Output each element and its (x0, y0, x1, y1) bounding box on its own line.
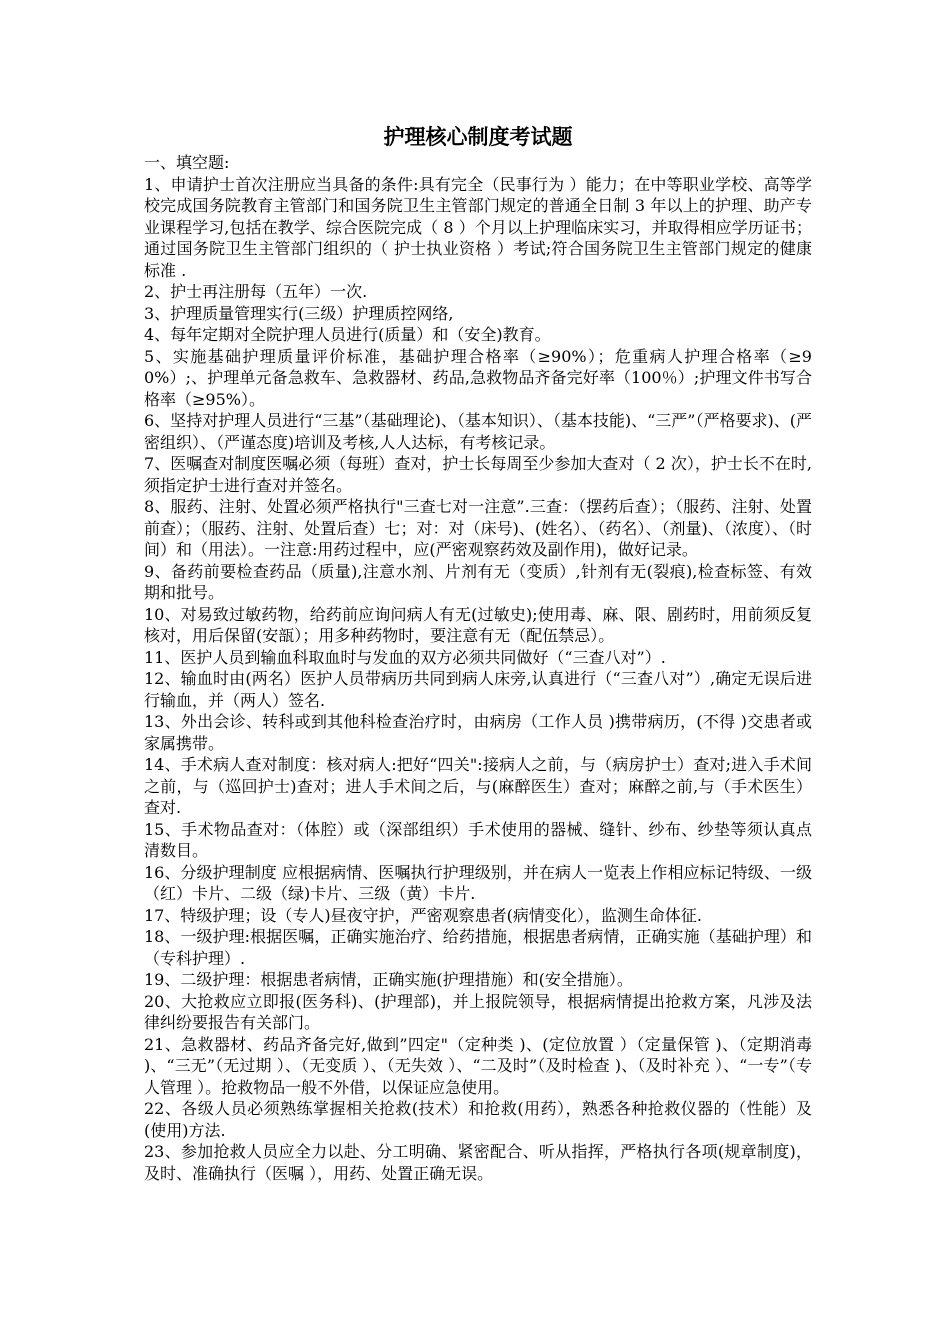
question-item-13: 13、外出会诊、转科或到其他科检查治疗时，由病房（工作人员 )携带病历，(不得 )交患者或家属携带。 (144, 712, 812, 753)
question-item-14: 14、手术病人查对制度：核对病人:把好“四关":接病人之前，与（病房护士）查对;进入手术间之前，与（巡回护士)查对；进人手术间之后，与(麻醉医生）查对；麻醉之前,与（手术医生）查对. (144, 755, 812, 817)
question-item-1: 1、申请护士首次注册应当具备的条件:具有完全（民事行为 ）能力；在中等职业学校、高等学校完成国务院教育主管部门和国务院卫生主管部门规定的普通全日制 3 年以上的护理、助产专业课程学习,包括在教学、综合医院完成（ 8 ）个月以上护理临床实习，并取得相应学历证书；通过国务院卫生主管部门组织的（ 护士执业资格 ）考试;符合国务院卫生主管部门规定的健康标准 . (144, 174, 812, 280)
question-item-2: 2、护士再注册每（五年）一次. (144, 282, 368, 301)
question-item-8: 8、服药、注射、处置必须严格执行"三查七对一注意”.三查：（摆药后查）；（服药、注射、处置前查）；（服药、注射、处置后查）七；对：对（床号)、(姓名）、（药名）、（剂量)、（浓度）、（时间）和（用法）。一注意:用药过程中，应(严密观察药效及副作用)，做好记录。 (144, 497, 812, 559)
question-item-16: 16、分级护理制度 应根据病情、医嘱执行护理级别，并在病人一览表上作相应标记特级、一级（红）卡片、二级（绿)卡片、三级（黄）卡片. (144, 862, 812, 903)
question-item-18: 18、一级护理:根据医嘱，正确实施治疗、给药措施，根据患者病情，正确实施（基础护理）和（专科护理）. (144, 927, 812, 968)
question-item-15: 15、手术物品查对：（体腔）或（深部组织）手术使用的器械、缝针、纱布、纱垫等须认真点清数目。 (144, 819, 812, 860)
section-heading: 一、填空题: (144, 153, 230, 172)
document-title: 护理核心制度考试题 (383, 125, 573, 149)
question-item-4: 4、每年定期对全院护理人员进行(质量）和（安全)教育。 (144, 325, 551, 344)
question-item-5: 5、实施基础护理质量评价标准，基础护理合格率（≥90%）；危重病人护理合格率（≥90%）;、护理单元备急救车、急救器材、药品,急救物品齐备完好率（100％）;护理文件书写合格率（≥95%）。 (144, 346, 812, 409)
question-item-17: 17、特级护理；设（专人)昼夜守护，严密观察患者(病情变化），监测生命体征. (144, 905, 702, 925)
question-item-9: 9、备药前要检查药品（质量),注意水剂、片剂有无（变质）,针剂有无(裂痕),检查标签、有效期和批号。 (144, 561, 812, 602)
question-item-7: 7、医嘱查对制度医嘱必须（每班）查对，护士长每周至少参加大查对（ 2 次），护士长不在时,须指定护士进行查对并签名。 (144, 454, 812, 495)
question-item-19: 19、二级护理：根据患者病情，正确实施(护理措施）和(安全措施）。 (144, 970, 633, 989)
question-item-21: 21、急救器材、药品齐备完好,做到”四定"（定种类 )、(定位放置 ）（定量保管 )、（定期消毒 )、“三无”（无过期 ）、（无变质 ）、（无失效 ）、“二及时”（及时检查 )、（及时补充 ）、“一专”（专人管理 ）。抢救物品一般不外借，以保证应急使用。 (144, 1034, 812, 1097)
question-item-11: 11、医护人员到输血科取血时与发血的双方必须共同做好（“三查八对”）. (144, 647, 666, 667)
question-item-20: 20、大抢救应立即报(医务科)、(护理部)，并上报院领导，根据病情提出抢救方案，凡涉及法律纠纷要报告有关部门。 (144, 991, 812, 1032)
question-item-23: 23、参加抢救人员应全力以赴、分工明确、紧密配合、听从指挥，严格执行各项(规章制度)，及时、准确执行（医嘱 ），用药、处置正确无误。 (144, 1142, 812, 1183)
question-item-3: 3、护理质量管理实行(三级）护理质控网络, (144, 303, 454, 323)
document-page (144, 122, 812, 1184)
question-item-22: 22、各级人员必须熟练掌握相关抢救(技术）和抢救(用药），熟悉各种抢救仪器的（性能）及(使用)方法. (144, 1099, 812, 1140)
question-item-10: 10、对易致过敏药物，给药前应询问病人有无(过敏史);使用毒、麻、限、剧药时，用前须反复核对，用后保留(安瓿）；用多种药物时，要注意有无（配伍禁忌）。 (144, 604, 812, 645)
question-item-12: 12、输血时由(两名）医护人员带病历共同到病人床旁,认真进行（“三查八对”）,确定无误后进行输血，并（两人）签名. (144, 669, 812, 710)
question-item-6: 6、坚持对护理人员进行“三基”（基础理论)、（基本知识）、（基本技能)、“三严”（严格要求)、(严密组织）、（严谨态度)培训及考核,人人达标，有考核记录。 (144, 411, 812, 452)
